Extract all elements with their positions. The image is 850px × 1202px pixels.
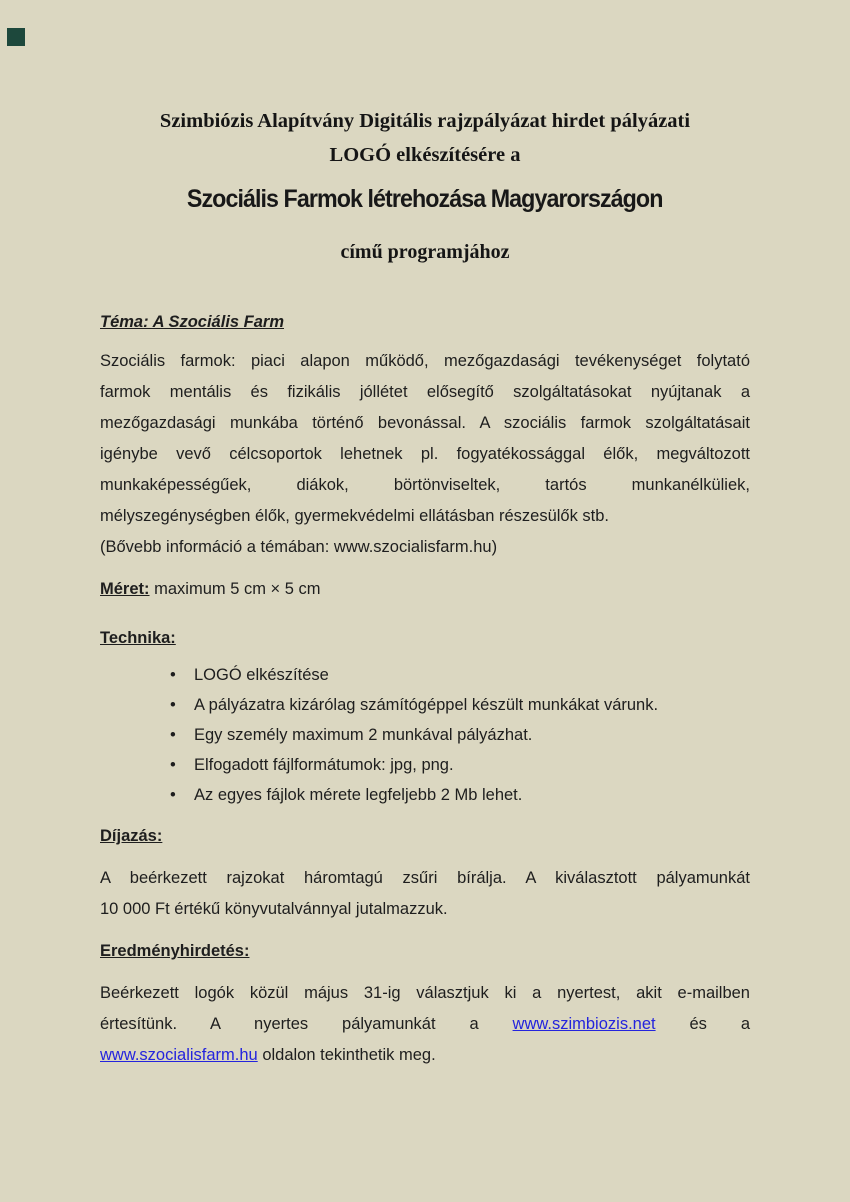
list-item-text: A pályázatra kizárólag számítógéppel készült munkákat várunk. xyxy=(194,696,659,714)
paragraph-line: munkaképességűek, diákok, börtönviseltek, tartós munkanélküliek, xyxy=(100,476,750,494)
list-item-text: LOGÓ elkészítése xyxy=(194,666,329,684)
paragraph-line: Beérkezett logók közül május 31-ig választjuk ki a nyertest, akit e-mailben xyxy=(100,984,750,1002)
page-title-line2: LOGÓ elkészítésére a xyxy=(329,144,521,166)
link-szocialisfarm[interactable]: www.szocialisfarm.hu xyxy=(100,1046,258,1064)
page-title-line3: című programjához xyxy=(340,241,510,263)
list-item-text: Egy személy maximum 2 munkával pályázhat. xyxy=(194,726,533,744)
list-item xyxy=(100,750,750,780)
bullet-icon: • xyxy=(170,756,176,774)
info-line: (Bővebb információ a témában: www.szocialisfarm.hu) xyxy=(100,538,498,556)
line-segment: és a xyxy=(689,1015,750,1033)
section-heading-technika: Technika: xyxy=(100,629,176,647)
list-item xyxy=(100,690,750,720)
bullet-icon: • xyxy=(170,726,176,744)
technika-list xyxy=(100,660,750,810)
program-title: Szociális Farmok létrehozása Magyarországon xyxy=(187,185,663,213)
list-item-text: Elfogadott fájlformátumok: jpg, png. xyxy=(194,756,454,774)
paragraph-line: 10 000 Ft értékű könyvutalvánnyal jutalmazzuk. xyxy=(100,900,448,918)
dijazas-paragraph xyxy=(100,863,750,925)
program-title-wrap xyxy=(100,180,750,222)
section-heading-dijazas: Díjazás: xyxy=(100,827,163,845)
document-content xyxy=(100,0,750,1071)
list-item xyxy=(100,720,750,750)
section-heading-eredmeny: Eredményhirdetés: xyxy=(100,942,250,960)
paragraph-line: farmok mentális és fizikális jóllétet elősegítő szolgáltatásokat nyújtanak a xyxy=(100,383,750,401)
bullet-icon: • xyxy=(170,666,176,684)
bullet-icon: • xyxy=(170,786,176,804)
meret-value: maximum 5 cm × 5 cm xyxy=(154,580,321,598)
list-item-text: Az egyes fájlok mérete legfeljebb 2 Mb lehet. xyxy=(194,786,523,804)
paragraph-line: Szociális farmok: piaci alapon működő, mezőgazdasági tevékenységet folytató xyxy=(100,352,750,370)
tema-paragraph xyxy=(100,346,750,532)
paragraph-line xyxy=(100,1009,750,1040)
paragraph-line xyxy=(100,1040,750,1071)
paragraph-line: A beérkezett rajzokat háromtagú zsűri bírálja. A kiválasztott pályamunkát xyxy=(100,869,750,887)
meret-label: Méret: xyxy=(100,580,150,598)
link-szimbiozis[interactable]: www.szimbiozis.net xyxy=(512,1015,656,1033)
meret-line xyxy=(100,574,750,605)
list-item xyxy=(100,660,750,690)
page-title-line1: Szimbiózis Alapítvány Digitális rajzpályázat hirdet pályázati xyxy=(159,110,691,132)
line-segment: oldalon tekinthetik meg. xyxy=(262,1046,436,1064)
section-heading-tema: Téma: A Szociális Farm xyxy=(100,313,285,331)
paragraph-line: mélyszegénységben élők, gyermekvédelmi ellátásban részesülők stb. xyxy=(100,507,610,525)
line-segment: értesítünk. A nyertes pályamunkát a xyxy=(100,1015,479,1033)
paragraph-line: igénybe vevő célcsoportok lehetnek pl. fogyatékossággal élők, megváltozott xyxy=(100,445,750,463)
list-item xyxy=(100,780,750,810)
paragraph-line: mezőgazdasági munkába történő bevonással. A szociális farmok szolgáltatásait xyxy=(100,414,750,432)
bullet-icon: • xyxy=(170,696,176,714)
eredmeny-paragraph xyxy=(100,978,750,1071)
corner-marker-icon xyxy=(7,28,25,46)
